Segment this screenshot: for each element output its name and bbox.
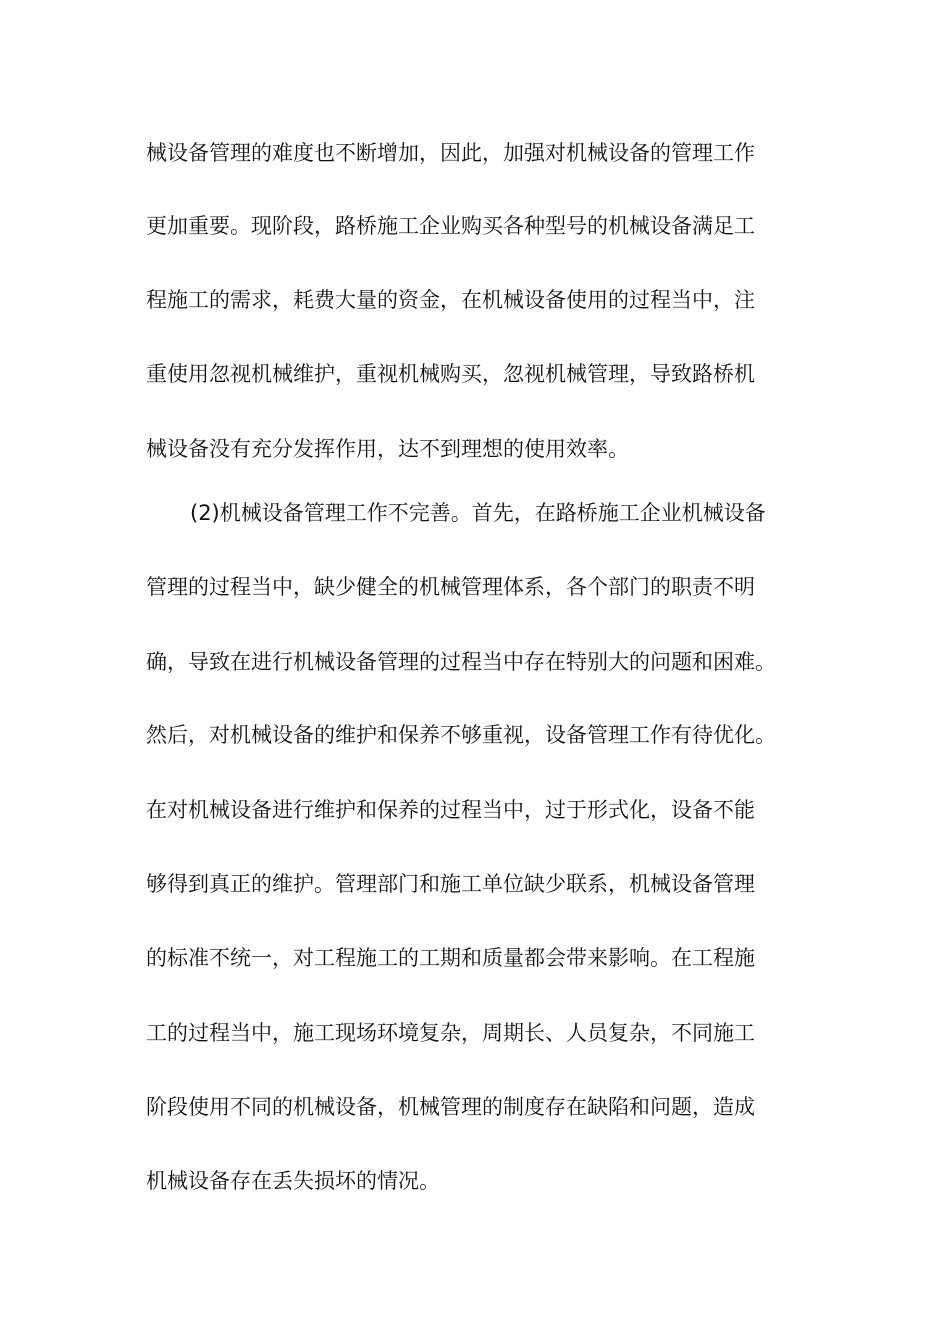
text-line: (2)机械设备管理工作不完善。首先，在路桥施工企业机械设备 xyxy=(190,501,766,525)
text-line: 够得到真正的维护。管理部门和施工单位缺少联系，机械设备管理 xyxy=(146,872,755,896)
text-line: 在对机械设备进行维护和保养的过程当中，过于形式化，设备不能 xyxy=(146,798,755,822)
text-line: 机械设备存在丢失损坏的情况。 xyxy=(146,1169,440,1193)
text-line: 更加重要。现阶段，路桥施工企业购买各种型号的机械设备满足工 xyxy=(146,214,755,238)
text-line: 管理的过程当中，缺少健全的机械管理体系，各个部门的职责不明 xyxy=(146,575,755,599)
text-line: 工的过程当中，施工现场环境复杂，周期长、人员复杂，不同施工 xyxy=(146,1021,755,1045)
text-line: 的标准不统一，对工程施工的工期和质量都会带来影响。在工程施 xyxy=(146,946,755,970)
text-line: 械设备没有充分发挥作用，达不到理想的使用效率。 xyxy=(146,437,629,461)
text-line: 阶段使用不同的机械设备，机械管理的制度存在缺陷和问题，造成 xyxy=(146,1095,755,1119)
text-line: 然后，对机械设备的维护和保养不够重视，设备管理工作有待优化。 xyxy=(146,723,776,747)
text-line: 确，导致在进行机械设备管理的过程当中存在特别大的问题和困难。 xyxy=(146,650,776,674)
text-line: 程施工的需求，耗费大量的资金，在机械设备使用的过程当中，注 xyxy=(146,288,755,312)
text-line: 械设备管理的难度也不断增加，因此，加强对机械设备的管理工作 xyxy=(146,141,755,165)
text-line: 重使用忽视机械维护，重视机械购买，忽视机械管理，导致路桥机 xyxy=(146,362,755,386)
